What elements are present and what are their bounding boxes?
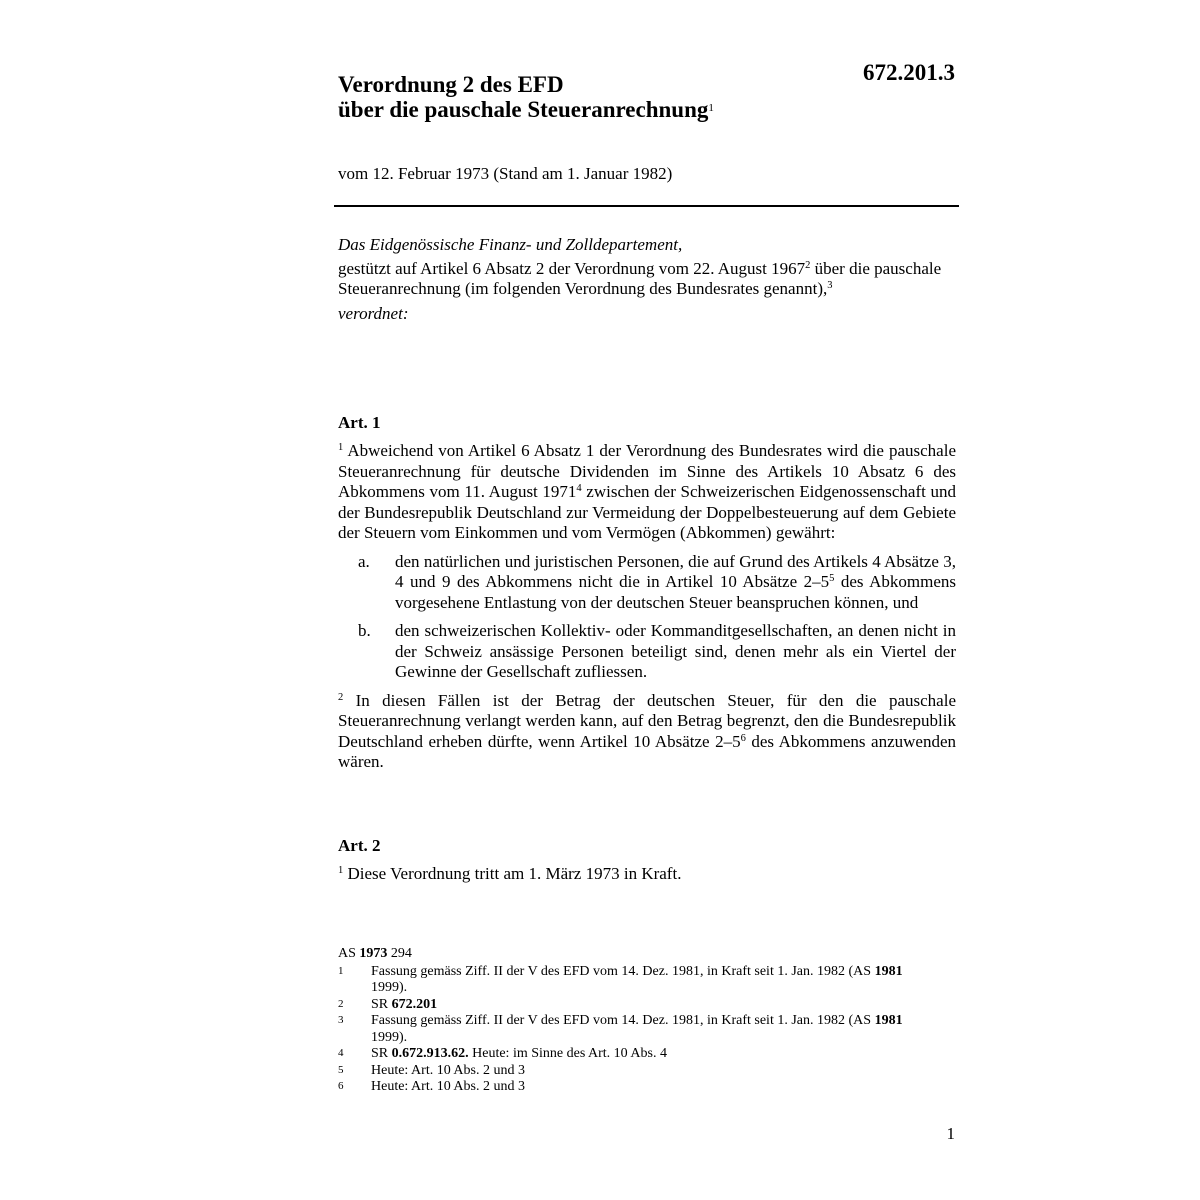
footnote-number: 6 [338, 1080, 344, 1092]
title-footnote-ref[interactable]: 1 [708, 101, 714, 114]
header-divider [334, 205, 959, 207]
paragraph-text: In diesen Fällen ist der Betrag der deutschen Steuer, für den die pauschale Steueranrechnung verlangt werden kann, auf den Betrag begrenzt, den die Bundesrepublik Deutschland erheben dürfte, wenn Artikel 10 Absätze 2–5 [338, 690, 956, 751]
source-page: 294 [387, 946, 412, 961]
article-2-heading: Art. 2 [338, 836, 381, 855]
source-year: 1973 [359, 946, 388, 961]
footnote-source [338, 946, 938, 963]
footnote-number: 5 [338, 1063, 344, 1076]
article-2-paragraph-1 [338, 864, 956, 885]
article-1-heading: Art. 1 [338, 413, 381, 432]
footnote-ref-3[interactable]: 3 [827, 280, 833, 292]
list-marker: b. [358, 621, 371, 640]
footnote-number: 3 [338, 1014, 344, 1026]
title-line-2-text: über die pauschale Steueranrechnung [338, 97, 709, 122]
footnote-sr-number: 0.672.913.62. [391, 1046, 469, 1061]
footnote-text: 1999). [371, 1029, 408, 1045]
list-item-text: den natürlichen und juristischen Personen, die auf Grund des Artikels 4 Absätze 3, 4 und 9 des Abkommens nicht die in Artikel 10 Absätze 2–5 [395, 551, 956, 591]
list-item-text: des Abkommens vorgesehene Entlastung von der deutschen Steuer beanspruchen können, und [395, 572, 957, 612]
source-prefix: AS [338, 946, 360, 961]
footnote-year: 1981 [874, 963, 903, 979]
footnote-text: Heute: Art. 10 Abs. 2 und 3 [371, 1062, 525, 1078]
footnote-1 [338, 964, 938, 997]
document-title [338, 72, 778, 122]
paragraph-number: 1 [338, 442, 344, 454]
footnote-number: 2 [338, 997, 344, 1010]
footnote-text: SR [371, 1046, 392, 1061]
footnote-text: SR [371, 996, 392, 1012]
footnote-ref-4[interactable]: 4 [576, 483, 582, 495]
preamble [338, 235, 956, 324]
footnote-number: 4 [338, 1047, 344, 1059]
paragraph-text: Diese Verordnung tritt am 1. März 1973 in Kraft. [343, 864, 682, 883]
issuer: Das Eidgenössische Finanz- und Zolldepartement, [338, 235, 683, 254]
footnote-text: Fassung gemäss Ziff. II der V des EFD vom 14. Dez. 1981, in Kraft seit 1. Jan. 1982 (AS [371, 1013, 875, 1028]
footnotes [338, 946, 938, 1096]
footnote-3 [338, 1013, 938, 1046]
footnote-5 [338, 1063, 938, 1080]
footnote-sr-number: 672.201 [391, 996, 438, 1012]
legal-basis-text-2: über die pauschale Steueranrechnung (im folgenden Verordnung des Bundesrates genannt), [338, 258, 942, 298]
paragraph-text: Abweichend von Artikel 6 Absatz 1 der Verordnung des Bundesrates wird die pauschale Steueranrechnung für deutsche Dividenden im Sinne des Artikels 10 Absatz 6 des Abkommens vom 11. August 1971 [338, 441, 956, 501]
footnote-ref-6[interactable]: 6 [740, 732, 746, 744]
article-1-paragraph-2 [338, 691, 956, 773]
footnote-text: Fassung gemäss Ziff. II der V des EFD vom 14. Dez. 1981, in Kraft seit 1. Jan. 1982 (AS [371, 963, 875, 979]
legal-basis [338, 259, 956, 300]
list-marker: a. [358, 551, 370, 571]
footnote-text: 1999). [371, 980, 408, 995]
article-1 [338, 413, 956, 773]
footnote-number: 1 [338, 964, 344, 977]
footnote-6 [338, 1079, 938, 1096]
verordnet: verordnet: [338, 303, 409, 323]
footnote-text: Heute: Art. 10 Abs. 2 und 3 [371, 1079, 525, 1094]
footnote-text: Heute: im Sinne des Art. 10 Abs. 4 [468, 1046, 667, 1061]
sr-number: 672.201.3 [863, 60, 955, 85]
article-2 [338, 836, 956, 885]
footnote-ref-2[interactable]: 2 [805, 259, 811, 271]
list-item-text: den schweizerischen Kollektiv- oder Kommanditgesellschaften, an denen nicht in der Schweiz ansässige Personen beteiligt sind, denen mehr als ein Viertel der Gewinne der Gesellschaft zufliessen. [395, 621, 956, 681]
paragraph-text: zwischen der Schweizerischen Eidgenossenschaft und der Bundesrepublik Deutschland zur Vermeidung der Doppelbesteuerung auf dem Gebiete der Steuern vom Einkommen und vom Vermögen (Abkommen) gewährt: [338, 482, 956, 542]
footnote-2 [338, 997, 938, 1014]
article-1-paragraph-1 [338, 441, 956, 544]
footnote-4 [338, 1046, 938, 1063]
title-line-1: Verordnung 2 des EFD [338, 72, 564, 97]
date-line: vom 12. Februar 1973 (Stand am 1. Januar 1982) [338, 164, 673, 183]
page-number: 1 [946, 1124, 955, 1143]
legal-basis-text: gestützt auf Artikel 6 Absatz 2 der Verordnung vom 22. August 1967 [338, 258, 806, 278]
footnote-ref-5[interactable]: 5 [829, 573, 835, 585]
paragraph-text: des Abkommens anzuwenden wären. [338, 731, 956, 771]
paragraph-number: 2 [338, 691, 344, 703]
footnote-year: 1981 [874, 1013, 903, 1028]
list-item-a [338, 552, 956, 614]
paragraph-number: 1 [338, 865, 344, 877]
article-1-list [338, 552, 956, 683]
list-item-b [338, 621, 956, 683]
title-line-2 [338, 97, 778, 122]
